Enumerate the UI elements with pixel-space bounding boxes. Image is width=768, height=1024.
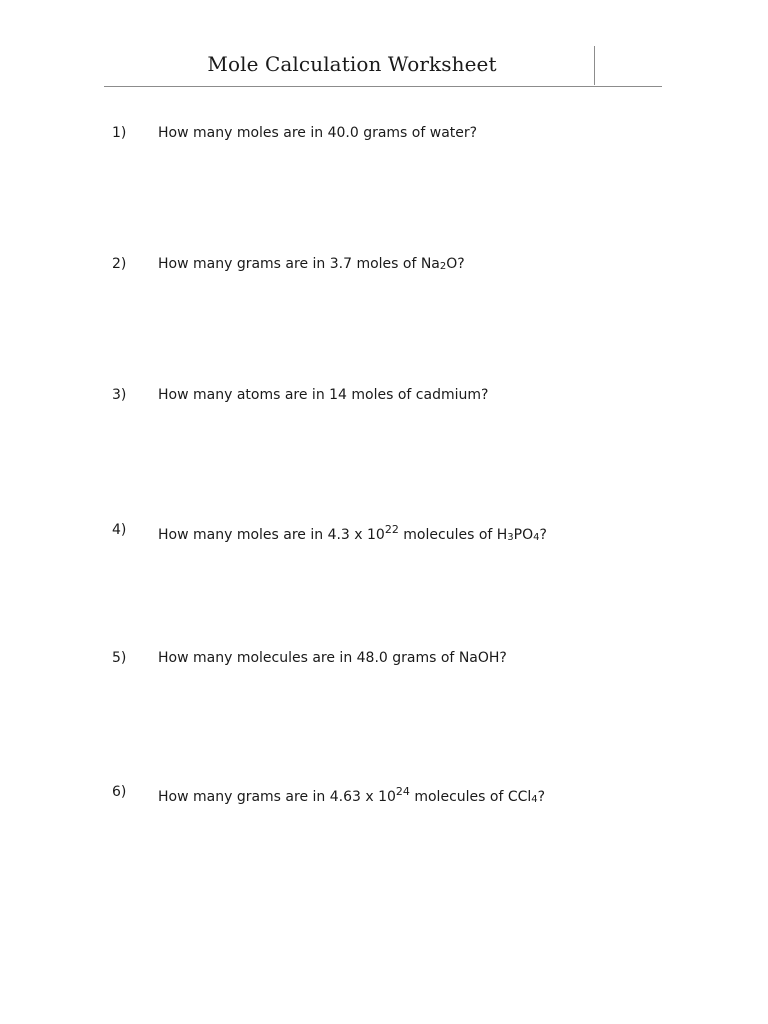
question-6-text-after: ? [537, 789, 546, 805]
question-6-subscript: 4 [531, 794, 538, 805]
question-4-exponent: 22 [384, 523, 399, 536]
question-6-text-before: How many grams are in 4.63 x 10 [158, 789, 396, 805]
question-4-subscript-2: 4 [533, 532, 540, 543]
header-vertical-rule [594, 46, 595, 85]
question-4-subscript-1: 3 [507, 532, 514, 543]
question-1-number: 1) [112, 125, 127, 141]
question-4-text-mid-2: PO [513, 527, 534, 543]
question-4-text-after: ? [539, 527, 547, 543]
question-2-subscript: 2 [439, 261, 447, 272]
worksheet-title: Mole Calculation Worksheet [207, 52, 497, 76]
question-2-text-after: O? [446, 256, 465, 272]
question-6-exponent: 24 [395, 785, 410, 798]
question-6-text [158, 783, 545, 809]
question-6-number: 6) [112, 784, 127, 800]
question-2-text [158, 255, 465, 276]
worksheet-header [104, 0, 662, 87]
question-4-text-mid: molecules of H [398, 527, 508, 543]
question-1-text: How many moles are in 40.0 grams of water? [158, 125, 478, 141]
question-3-text: How many atoms are in 14 moles of cadmium? [158, 387, 489, 403]
question-4-text-before: How many moles are in 4.3 x 10 [158, 527, 385, 543]
question-3-number: 3) [112, 387, 127, 403]
question-2-number: 2) [112, 256, 127, 272]
question-4-text [158, 521, 547, 547]
question-5-number: 5) [112, 650, 127, 666]
question-5-text: How many molecules are in 48.0 grams of NaOH? [158, 650, 507, 666]
question-4-number: 4) [112, 522, 127, 538]
question-6-text-mid: molecules of CCl [409, 789, 532, 805]
question-2-text-before: How many grams are in 3.7 moles of Na [158, 256, 440, 272]
